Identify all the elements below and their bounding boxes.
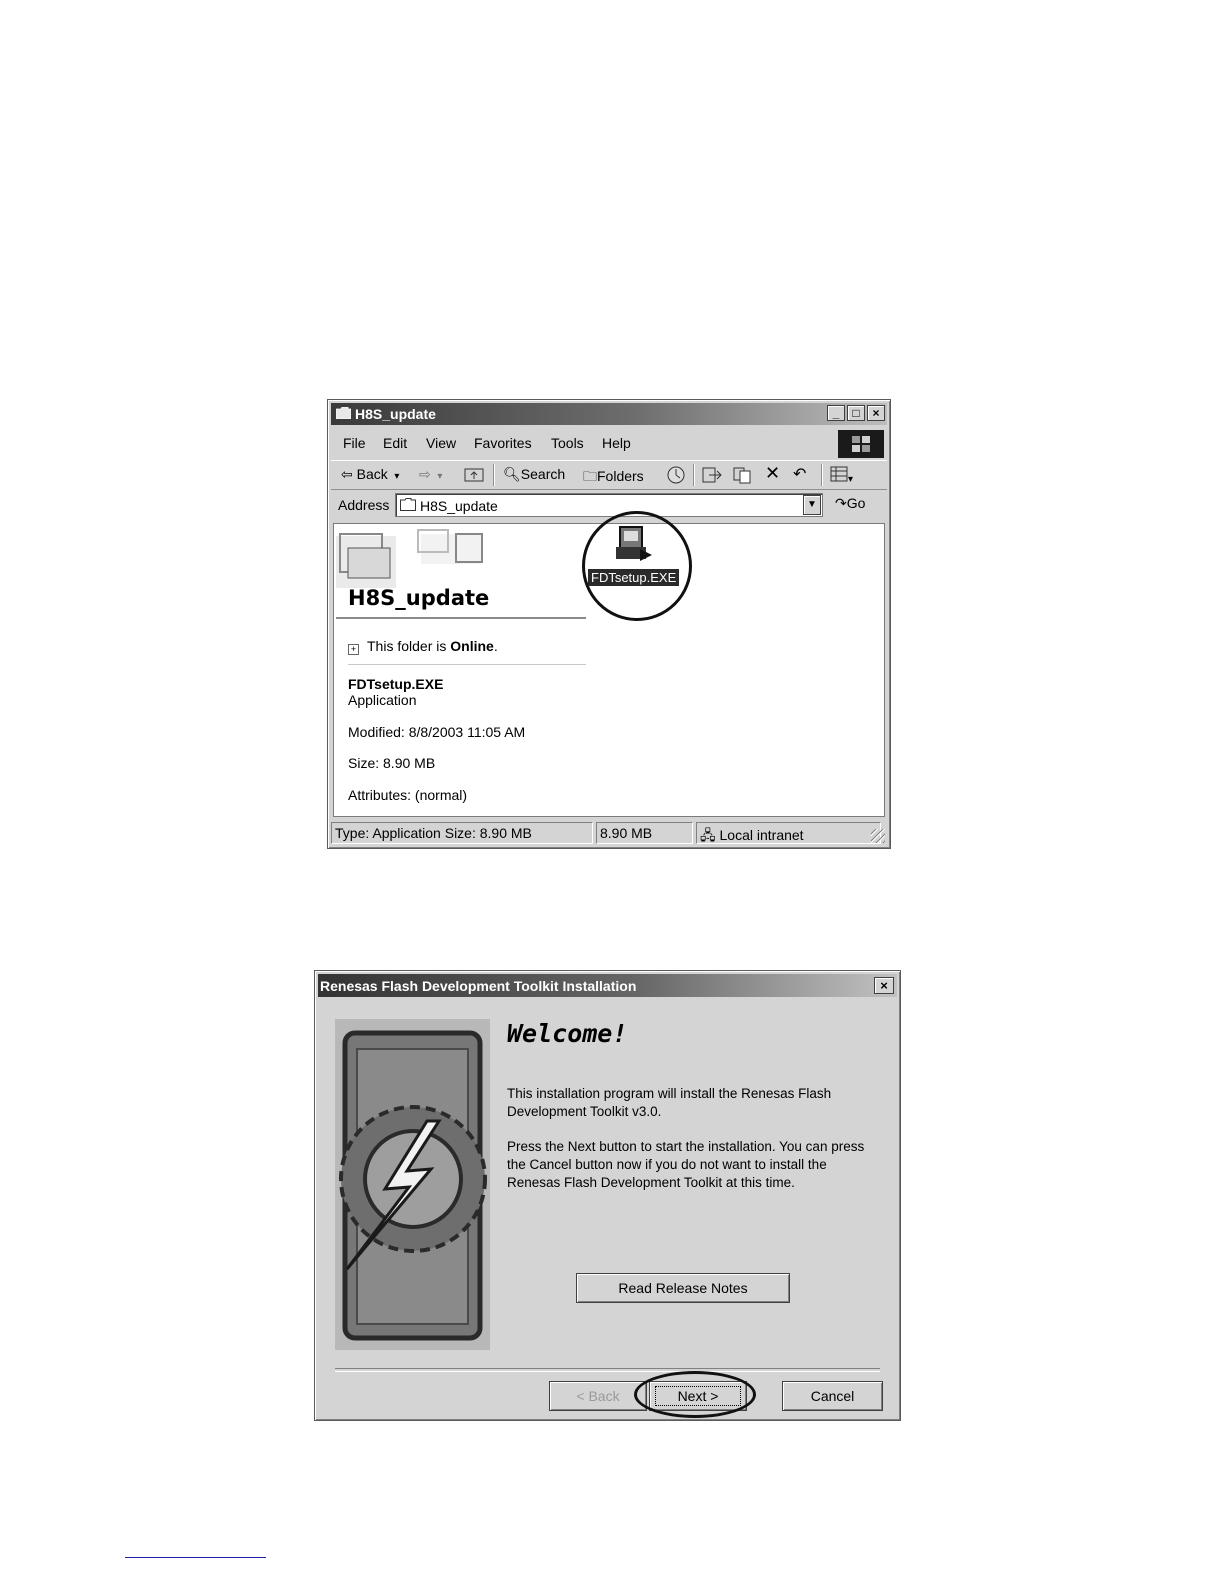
window-title: H8S_update — [355, 406, 436, 422]
move-to-icon — [701, 466, 723, 484]
back-arrow-icon: ⇦ — [341, 466, 353, 482]
folders-icon: 🗀 — [583, 468, 597, 484]
delete-button[interactable] — [765, 463, 780, 484]
menu-edit[interactable]: Edit — [383, 435, 408, 451]
go-arrow-icon: ↷ — [835, 495, 847, 511]
read-release-notes-button[interactable]: Read Release Notes — [576, 1273, 790, 1303]
status-zone: 🖧 Local intranet — [696, 822, 881, 844]
folder-icon — [336, 407, 351, 419]
go-button[interactable]: ↷Go — [835, 495, 866, 511]
explorer-titlebar[interactable] — [331, 403, 887, 425]
menu-view[interactable]: View — [426, 435, 457, 451]
status-size: 8.90 MB — [596, 822, 693, 844]
windows-logo-icon — [838, 430, 884, 458]
highlight-circle — [634, 1371, 756, 1418]
up-folder-icon — [464, 466, 484, 482]
menu-bar — [331, 429, 887, 457]
divider — [348, 664, 586, 665]
back-button[interactable]: < Back — [549, 1381, 647, 1411]
minimize-button[interactable]: _ — [827, 405, 845, 421]
history-button[interactable] — [666, 466, 686, 487]
search-icon: 🔍︎ — [503, 466, 521, 482]
status-bar — [331, 821, 887, 845]
chevron-down-icon: ▾ — [434, 471, 443, 482]
online-status-row: + This folder is Online. — [348, 638, 498, 655]
menu-tools[interactable]: Tools — [551, 435, 584, 451]
installer-title: Renesas Flash Development Toolkit Installation — [320, 978, 637, 994]
toolbar — [331, 460, 887, 490]
views-icon — [830, 466, 848, 482]
footnote-rule — [125, 1557, 266, 1558]
welcome-heading: Welcome! — [507, 1019, 628, 1048]
forward-arrow-icon: ⇨ — [419, 466, 431, 482]
file-size: Size: 8.90 MB — [348, 755, 436, 771]
undo-icon: ↶ — [793, 466, 807, 483]
file-attributes: Attributes: (normal) — [348, 787, 468, 803]
chevron-down-icon: ▾ — [391, 471, 400, 482]
address-label: Address — [338, 497, 390, 513]
file-icon-label: FDTsetup.EXE — [588, 569, 679, 586]
folders-button[interactable]: 🗀Folders — [583, 468, 644, 484]
up-folder-button[interactable] — [464, 466, 484, 485]
expand-icon[interactable]: + — [348, 644, 359, 655]
forward-button[interactable] — [419, 466, 442, 483]
install-instructions: Press the Next button to start the installation. You can press the Cancel button now if you do not want to install the Renesas Flash Development Toolkit at this time. — [507, 1139, 865, 1190]
installer-dialog — [314, 970, 901, 1421]
explorer-window — [327, 399, 891, 849]
next-button[interactable]: Next > — [649, 1381, 747, 1411]
copy-to-icon — [732, 466, 754, 484]
maximize-button[interactable]: □ — [847, 405, 865, 421]
folder-icon — [400, 498, 416, 511]
resize-grip[interactable] — [871, 829, 885, 843]
folder-banner-graphic — [336, 526, 486, 588]
menu-file[interactable]: File — [343, 435, 366, 451]
fdtsetup-file-item[interactable] — [582, 511, 690, 619]
views-button[interactable] — [830, 466, 853, 485]
modified-date: Modified: 8/8/2003 11:05 AM — [348, 724, 526, 740]
undo-button[interactable] — [793, 464, 806, 484]
delete-icon: ✕ — [765, 463, 781, 483]
search-button[interactable]: 🔍︎Search — [503, 466, 566, 482]
flash-toolkit-product-icon — [335, 1019, 490, 1350]
divider — [336, 617, 586, 619]
installer-titlebar[interactable] — [318, 974, 897, 997]
cancel-button[interactable]: Cancel — [782, 1381, 883, 1411]
installer-exe-icon — [612, 525, 656, 565]
history-icon — [666, 466, 686, 484]
move-to-button[interactable] — [701, 466, 723, 487]
address-input[interactable]: H8S_update ▼ — [395, 493, 823, 517]
folder-content — [333, 523, 885, 817]
address-dropdown-button[interactable]: ▼ — [803, 495, 821, 515]
close-button[interactable]: × — [874, 977, 894, 994]
selected-file-name: FDTsetup.EXE — [348, 676, 444, 692]
folder-title: H8S_update — [348, 586, 490, 610]
menu-help[interactable]: Help — [602, 435, 631, 451]
chevron-down-icon: ▾ — [848, 474, 854, 485]
back-button[interactable]: ⇦ Back ▾ — [341, 466, 400, 482]
selected-file-type: Application — [348, 692, 417, 708]
intranet-icon: 🖧 — [700, 827, 716, 843]
install-description: This installation program will install the Renesas Flash Development Toolkit v3.0. — [507, 1086, 832, 1119]
menu-favorites[interactable]: Favorites — [474, 435, 532, 451]
divider — [335, 1368, 880, 1372]
copy-to-button[interactable] — [732, 466, 754, 487]
status-info: Type: Application Size: 8.90 MB — [331, 822, 593, 844]
close-button[interactable]: × — [867, 405, 885, 421]
